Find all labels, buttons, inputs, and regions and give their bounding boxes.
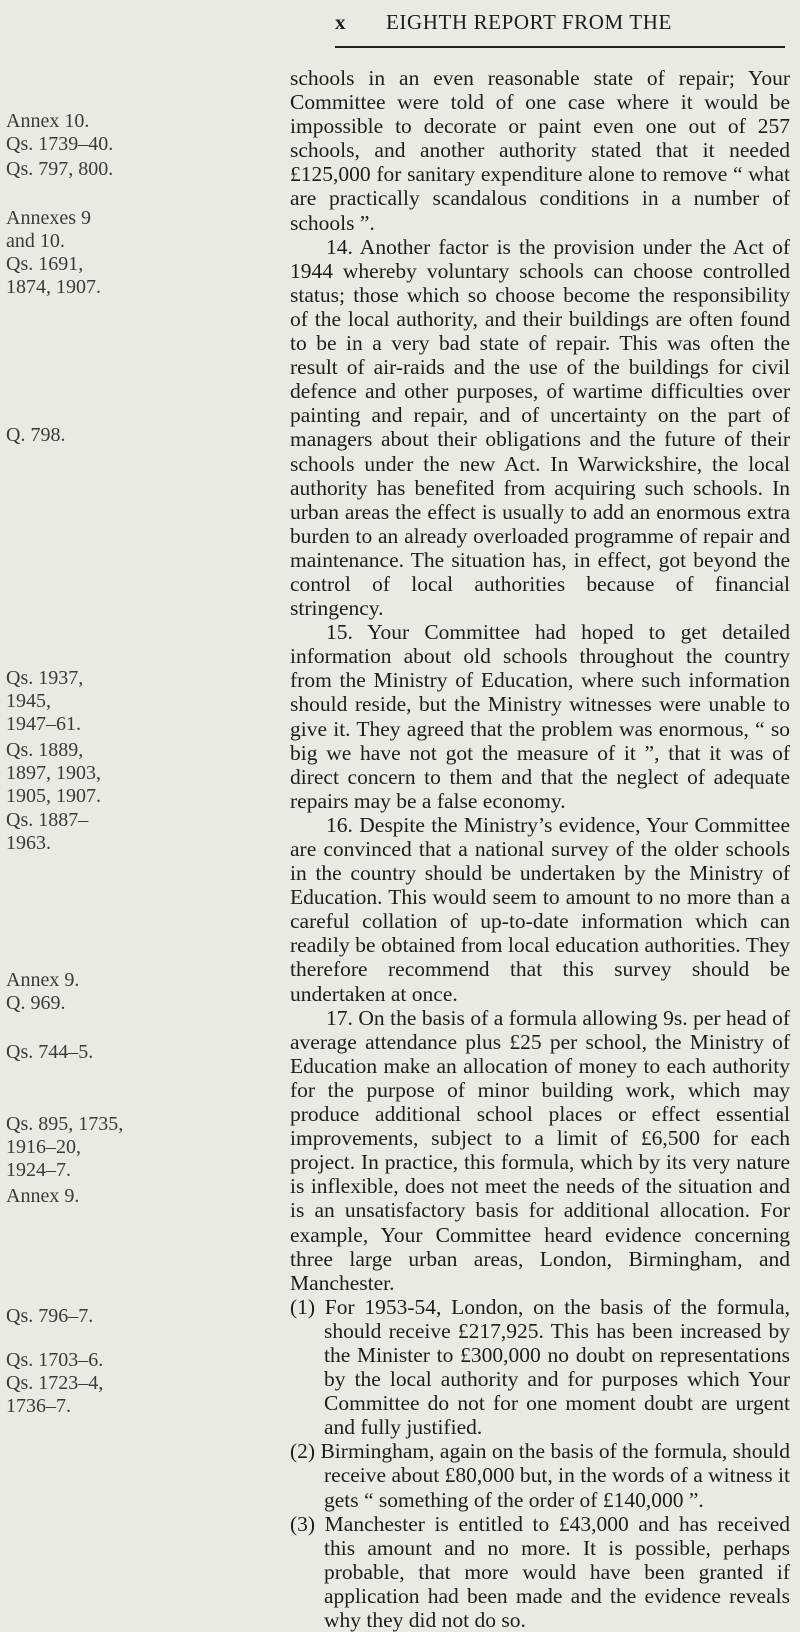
margin-note: Qs. 1889, 1897, 1903, 1905, 1907.	[6, 739, 101, 807]
running-title: EIGHTH REPORT FROM THE	[385, 10, 672, 34]
paragraph-16: 16. Despite the Ministry’s evidence, Your Committee are convinced that a national survey of the older schools in the country should be undertaken by the Ministry of Education. This would seem to amount to no more than a careful collation of up-to-date information which can readily be obtained from local education authorities. They therefore recommend that this survey should be undertaken at once.	[290, 812, 790, 1006]
margin-note: Qs. 895, 1735, 1916–20, 1924–7.	[6, 1113, 124, 1181]
paragraph-continuation: schools in an even reasonable state of repair; Your Committee were told of one case where it would be impossible to decorate or paint even one out of 257 schools, and another authority stated that it needed £125,000 for sanitary expenditure alone to remove “ what are practically scandalous conditions in a number of schools ”.	[290, 66, 790, 235]
margin-note: Annex 9.	[6, 1185, 80, 1207]
margin-note: Qs. 744–5.	[6, 1041, 94, 1063]
margin-note: Qs. 1703–6. Qs. 1723–4, 1736–7.	[6, 1349, 104, 1417]
margin-note: Qs. 796–7.	[6, 1305, 94, 1327]
margin-note: Qs. 1887– 1963.	[6, 809, 89, 854]
margin-note: Qs. 1937, 1945, 1947–61.	[6, 667, 84, 735]
margin-note: Annex 9. Q. 969.	[6, 969, 80, 1014]
page-number: x	[335, 10, 347, 34]
header-rule	[335, 46, 785, 48]
paragraph-15: 15. Your Committee had hoped to get detailed information about old schools throughout the country from the Ministry of Education, where such information should reside, but the Ministry witnesses were unable to give it. They agreed that the problem was enormous, “ so big we have not got the measure of it ”, that it was of direct concern to them and that the neglect of adequate repairs may be a false economy.	[290, 620, 790, 813]
paragraph-17: 17. On the basis of a formula allowing 9s. per head of average attendance plus £25 per school, the Ministry of Education make an allocation of money to each authority for the purpose of minor building work, which may produce additional school places or effect essential improvements, subject to a limit of £6,500 for each project. In practice, this formula, which by its very nature is inflexible, does not meet the needs of the situation and is an unsatisfactory basis for additional allocation. For example, Your Committee heard evidence concerning three large urban areas, London, Birmingham, and Manchester.	[290, 1005, 790, 1295]
paragraph-14: 14. Another factor is the provision under the Act of 1944 whereby voluntary schools can choose controlled status; those which so choose become the responsibility of the local authority, and their buildings are often found to be in a very bad state of repair. This was often the result of air-raids and the use of the buildings for civil defence and other purposes, of wartime difficulties over painting and repair, and of uncertainty on the part of managers about their obligations and the future of their schools under the new Act. In Warwickshire, the local authority has benefited from acquiring such schools. In urban areas the effect is usually to add an enormous extra burden to an already overloaded programme of repair and maintenance. The situation has, in effect, got beyond the control of local authorities because of financial stringency.	[290, 234, 790, 621]
margin-note: Annexes 9 and 10. Qs. 1691, 1874, 1907.	[6, 207, 101, 298]
margin-note: Annex 10. Qs. 1739–40.	[6, 110, 114, 155]
running-header	[335, 10, 672, 35]
margin-note: Qs. 797, 800.	[6, 158, 114, 180]
report-body	[290, 66, 790, 1632]
sub-item-2: (2) Birmingham, again on the basis of the formula, should receive about £80,000 but, in the words of a witness it gets “ something of the order of £140,000 ”.	[290, 1439, 790, 1512]
sub-item-3: (3) Manchester is entitled to £43,000 and has received this amount and no more. It is possible, perhaps probable, that more would have been granted if application had been made and the evidence reveals why they did not do so.	[290, 1511, 790, 1632]
margin-note: Q. 798.	[6, 424, 66, 446]
sub-item-1: (1) For 1953-54, London, on the basis of the formula, should receive £217,925. This has been increased by the Minister to £300,000 no doubt on representations by the local authority and for purposes which Your Committee do not for one moment doubt are urgent and fully justified.	[290, 1294, 790, 1440]
